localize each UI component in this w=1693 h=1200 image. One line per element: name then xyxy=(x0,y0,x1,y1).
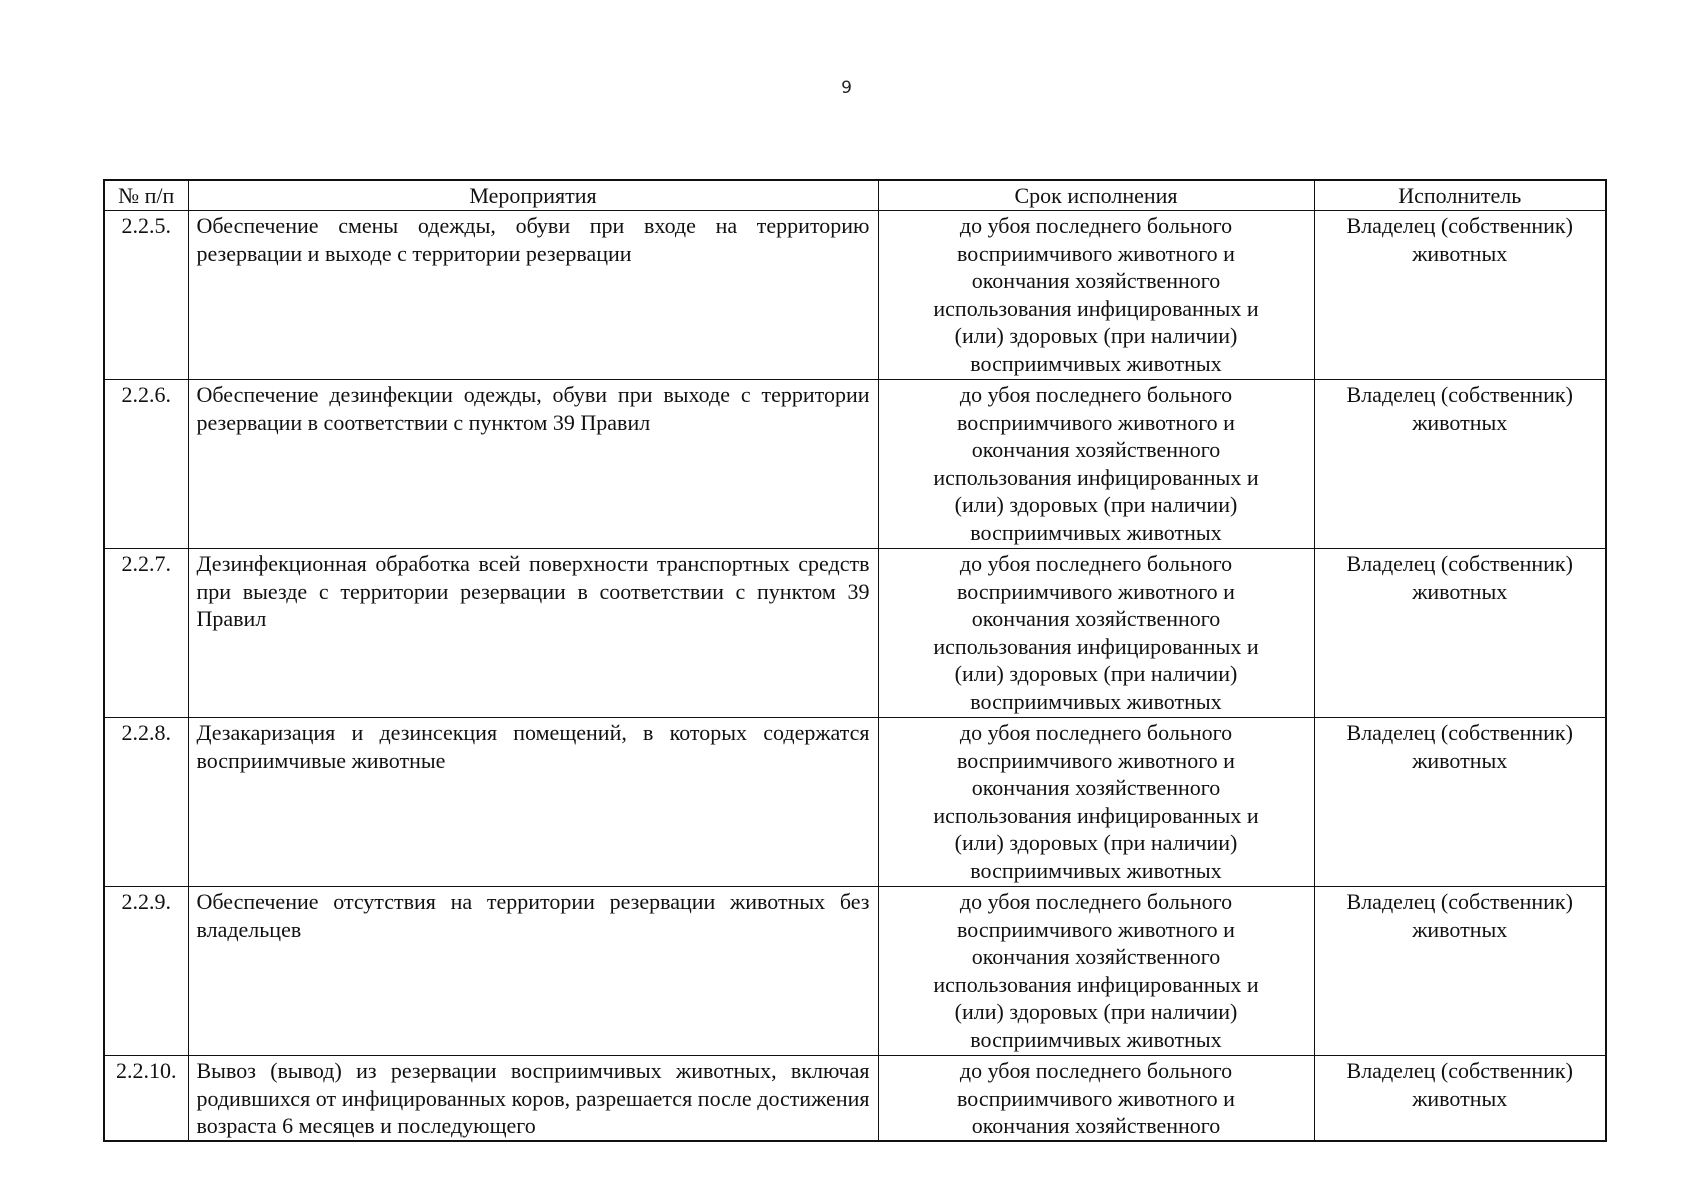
row-term: до убоя последнего больного восприимчивого животного и окончания хозяйственного использования инфицированных и (или) здоровых (при наличии) восприимчивых животных xyxy=(878,380,1314,549)
row-number: 2.2.10. xyxy=(104,1056,188,1141)
row-number: 2.2.8. xyxy=(104,718,188,887)
table-row xyxy=(104,380,1606,549)
row-term: до убоя последнего больного восприимчивого животного и окончания хозяйственного использования инфицированных и (или) здоровых (при наличии) восприимчивых животных xyxy=(878,549,1314,718)
row-number: 2.2.9. xyxy=(104,887,188,1056)
row-measure: Обеспечение дезинфекции одежды, обуви при выходе с территории резервации в соответствии с пунктом 39 Правил xyxy=(188,380,878,549)
row-executor: Владелец (собственник) животных xyxy=(1314,211,1606,380)
row-number: 2.2.5. xyxy=(104,211,188,380)
row-measure: Дезакаризация и дезинсекция помещений, в которых содержатся восприимчивые животные xyxy=(188,718,878,887)
table-row xyxy=(104,549,1606,718)
table-row xyxy=(104,211,1606,380)
row-executor: Владелец (собственник) животных xyxy=(1314,549,1606,718)
row-measure: Обеспечение отсутствия на территории резервации животных без владельцев xyxy=(188,887,878,1056)
row-executor: Владелец (собственник) животных xyxy=(1314,887,1606,1056)
table-row xyxy=(104,1056,1606,1141)
row-term: до убоя последнего больного восприимчивого животного и окончания хозяйственного использования инфицированных и (или) здоровых (при наличии) восприимчивых животных xyxy=(878,887,1314,1056)
measures-table xyxy=(103,179,1607,1142)
row-measure: Дезинфекционная обработка всей поверхности транспортных средств при выезде с территории резервации в соответствии с пунктом 39 Правил xyxy=(188,549,878,718)
row-term: до убоя последнего больного восприимчивого животного и окончания хозяйственного xyxy=(878,1056,1314,1141)
row-term: до убоя последнего больного восприимчивого животного и окончания хозяйственного использования инфицированных и (или) здоровых (при наличии) восприимчивых животных xyxy=(878,718,1314,887)
row-term: до убоя последнего больного восприимчивого животного и окончания хозяйственного использования инфицированных и (или) здоровых (при наличии) восприимчивых животных xyxy=(878,211,1314,380)
header-term: Срок исполнения xyxy=(878,180,1314,211)
table-header-row xyxy=(104,180,1606,211)
row-measure: Вывоз (вывод) из резервации восприимчивых животных, включая родившихся от инфицированных коров, разрешается после достижения возраста 6 месяцев и последующего xyxy=(188,1056,878,1141)
row-number: 2.2.7. xyxy=(104,549,188,718)
header-measure: Мероприятия xyxy=(188,180,878,211)
row-measure: Обеспечение смены одежды, обуви при входе на территорию резервации и выходе с территории резервации xyxy=(188,211,878,380)
table-row xyxy=(104,887,1606,1056)
table-row xyxy=(104,718,1606,887)
page-number: 9 xyxy=(841,78,852,98)
header-num: № п/п xyxy=(104,180,188,211)
row-executor: Владелец (собственник) животных xyxy=(1314,718,1606,887)
row-executor: Владелец (собственник) животных xyxy=(1314,380,1606,549)
header-executor: Исполнитель xyxy=(1314,180,1606,211)
row-executor: Владелец (собственник) животных xyxy=(1314,1056,1606,1141)
row-number: 2.2.6. xyxy=(104,380,188,549)
